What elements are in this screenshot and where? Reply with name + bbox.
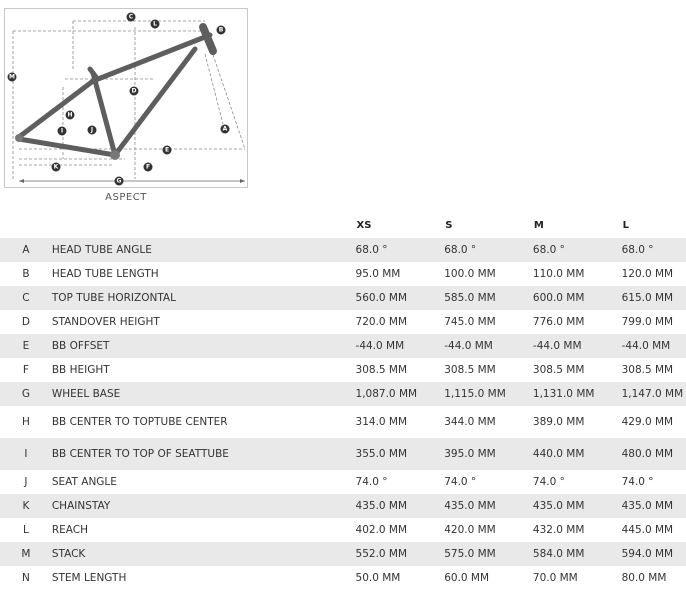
marker-e <box>163 146 172 155</box>
cell-xs: 1,087.0 MM <box>356 382 445 406</box>
cell-name: BB CENTER TO TOP OF SEATTUBE <box>52 438 356 470</box>
table-row <box>0 406 686 438</box>
cell-name: STACK <box>52 542 356 566</box>
marker-m <box>8 73 17 82</box>
svg-text:L: L <box>153 20 157 28</box>
seat-stay <box>19 81 93 137</box>
table-row <box>0 518 686 542</box>
cell-l: 799.0 MM <box>622 310 686 334</box>
svg-text:I: I <box>60 127 64 135</box>
cell-m: 70.0 MM <box>533 566 622 590</box>
cell-s: 308.5 MM <box>444 358 533 382</box>
cell-name: HEAD TUBE ANGLE <box>52 238 356 262</box>
cell-s: 1,115.0 MM <box>444 382 533 406</box>
cell-s: 575.0 MM <box>444 542 533 566</box>
cell-l: 120.0 MM <box>622 262 686 286</box>
svg-text:D: D <box>131 87 137 95</box>
cell-l: 435.0 MM <box>622 494 686 518</box>
header-size-m: M <box>533 219 544 231</box>
cell-m: 1,131.0 MM <box>533 382 622 406</box>
marker-l <box>151 20 160 29</box>
cell-m: 308.5 MM <box>533 358 622 382</box>
svg-text:B: B <box>218 26 224 34</box>
cell-l: 68.0 ° <box>622 238 686 262</box>
cell-xs: 74.0 ° <box>356 470 445 494</box>
marker-k <box>52 163 61 172</box>
cell-l: 80.0 MM <box>622 566 686 590</box>
cell-name: HEAD TUBE LENGTH <box>52 262 356 286</box>
cell-xs: 50.0 MM <box>356 566 445 590</box>
cell-l: 594.0 MM <box>622 542 686 566</box>
svg-text:K: K <box>53 163 59 171</box>
cell-s: 344.0 MM <box>444 406 533 438</box>
table-row <box>0 542 686 566</box>
svg-text:F: F <box>145 163 151 171</box>
cell-xs: 435.0 MM <box>356 494 445 518</box>
cell-xs: 402.0 MM <box>356 518 445 542</box>
cell-xs: 95.0 MM <box>356 262 445 286</box>
marker-c <box>127 13 136 22</box>
table-body <box>0 238 686 590</box>
cell-s: 60.0 MM <box>444 566 533 590</box>
table-row <box>0 470 686 494</box>
table-row <box>0 494 686 518</box>
cell-xs: 560.0 MM <box>356 286 445 310</box>
svg-text:C: C <box>128 13 134 21</box>
cell-name: STANDOVER HEIGHT <box>52 310 356 334</box>
frame-geometry-diagram <box>4 8 248 188</box>
marker-a <box>221 125 230 134</box>
table-row <box>0 358 686 382</box>
cell-m: 600.0 MM <box>533 286 622 310</box>
cell-name: STEM LENGTH <box>52 566 356 590</box>
svg-text:G: G <box>116 177 122 185</box>
marker-h <box>66 111 75 120</box>
cell-m: 432.0 MM <box>533 518 622 542</box>
cell-s: -44.0 MM <box>444 334 533 358</box>
cell-key: I <box>0 438 52 470</box>
cell-name: SEAT ANGLE <box>52 470 356 494</box>
table-row <box>0 286 686 310</box>
cell-m: -44.0 MM <box>533 334 622 358</box>
cell-key: A <box>0 238 52 262</box>
cell-xs: 552.0 MM <box>356 542 445 566</box>
marker-f <box>144 163 153 172</box>
header-size-s: S <box>445 219 453 231</box>
rear-dropout <box>15 134 23 142</box>
geometry-table <box>0 212 686 590</box>
cell-xs: 68.0 ° <box>356 238 445 262</box>
table-row <box>0 334 686 358</box>
cell-l: 429.0 MM <box>622 406 686 438</box>
cell-l: 480.0 MM <box>622 438 686 470</box>
marker-j <box>88 126 97 135</box>
cell-l: 1,147.0 MM <box>622 382 686 406</box>
cell-s: 420.0 MM <box>444 518 533 542</box>
cell-s: 745.0 MM <box>444 310 533 334</box>
frame-tubes <box>19 35 210 155</box>
cell-s: 585.0 MM <box>444 286 533 310</box>
cell-xs: 314.0 MM <box>356 406 445 438</box>
cell-m: 74.0 ° <box>533 470 622 494</box>
cell-xs: 720.0 MM <box>356 310 445 334</box>
top-tube <box>93 35 210 81</box>
cell-name: TOP TUBE HORIZONTAL <box>52 286 356 310</box>
seat-tube <box>93 73 115 155</box>
marker-d <box>130 87 139 96</box>
cell-s: 100.0 MM <box>444 262 533 286</box>
cell-key: C <box>0 286 52 310</box>
marker-g <box>115 177 124 186</box>
marker-b <box>217 26 226 35</box>
table-row <box>0 262 686 286</box>
cell-m: 776.0 MM <box>533 310 622 334</box>
cell-key: G <box>0 382 52 406</box>
cell-key: K <box>0 494 52 518</box>
cell-m: 584.0 MM <box>533 542 622 566</box>
table-row <box>0 566 686 590</box>
cell-xs: 308.5 MM <box>356 358 445 382</box>
cell-key: H <box>0 406 52 438</box>
cell-name: CHAINSTAY <box>52 494 356 518</box>
table-row <box>0 382 686 406</box>
cell-name: WHEEL BASE <box>52 382 356 406</box>
cell-name: BB HEIGHT <box>52 358 356 382</box>
head-tube <box>203 27 213 51</box>
cell-key: L <box>0 518 52 542</box>
cell-name: BB CENTER TO TOPTUBE CENTER <box>52 406 356 438</box>
cell-m: 435.0 MM <box>533 494 622 518</box>
svg-text:E: E <box>164 146 170 154</box>
header-key <box>0 212 52 238</box>
cell-name: BB OFFSET <box>52 334 356 358</box>
header-size-l: L <box>622 219 629 231</box>
cell-xs: -44.0 MM <box>356 334 445 358</box>
cell-m: 389.0 MM <box>533 406 622 438</box>
header-size-xs: XS <box>356 219 372 231</box>
cell-key: B <box>0 262 52 286</box>
cell-m: 110.0 MM <box>533 262 622 286</box>
marker-i <box>58 127 67 136</box>
table-row <box>0 238 686 262</box>
cell-key: J <box>0 470 52 494</box>
cell-s: 395.0 MM <box>444 438 533 470</box>
svg-text:H: H <box>67 111 73 119</box>
cell-l: 615.0 MM <box>622 286 686 310</box>
cell-l: -44.0 MM <box>622 334 686 358</box>
cell-l: 308.5 MM <box>622 358 686 382</box>
cell-m: 68.0 ° <box>533 238 622 262</box>
header-name <box>52 212 356 238</box>
cell-l: 74.0 ° <box>622 470 686 494</box>
cell-m: 440.0 MM <box>533 438 622 470</box>
svg-text:M: M <box>9 73 15 81</box>
cell-key: F <box>0 358 52 382</box>
bike-frame-drawing <box>5 9 249 189</box>
table-header-row <box>0 212 686 238</box>
cell-s: 68.0 ° <box>444 238 533 262</box>
cell-key: N <box>0 566 52 590</box>
cell-key: D <box>0 310 52 334</box>
table-row <box>0 310 686 334</box>
down-tube <box>115 49 195 155</box>
cell-l: 445.0 MM <box>622 518 686 542</box>
cell-key: M <box>0 542 52 566</box>
svg-text:A: A <box>222 125 228 133</box>
chain-stay <box>19 139 115 155</box>
cell-key: E <box>0 334 52 358</box>
cell-xs: 355.0 MM <box>356 438 445 470</box>
svg-text:J: J <box>90 126 94 134</box>
cell-s: 74.0 ° <box>444 470 533 494</box>
cell-name: REACH <box>52 518 356 542</box>
cell-s: 435.0 MM <box>444 494 533 518</box>
diagram-caption: ASPECT <box>105 192 147 203</box>
table-row <box>0 438 686 470</box>
bottom-bracket <box>110 150 120 160</box>
